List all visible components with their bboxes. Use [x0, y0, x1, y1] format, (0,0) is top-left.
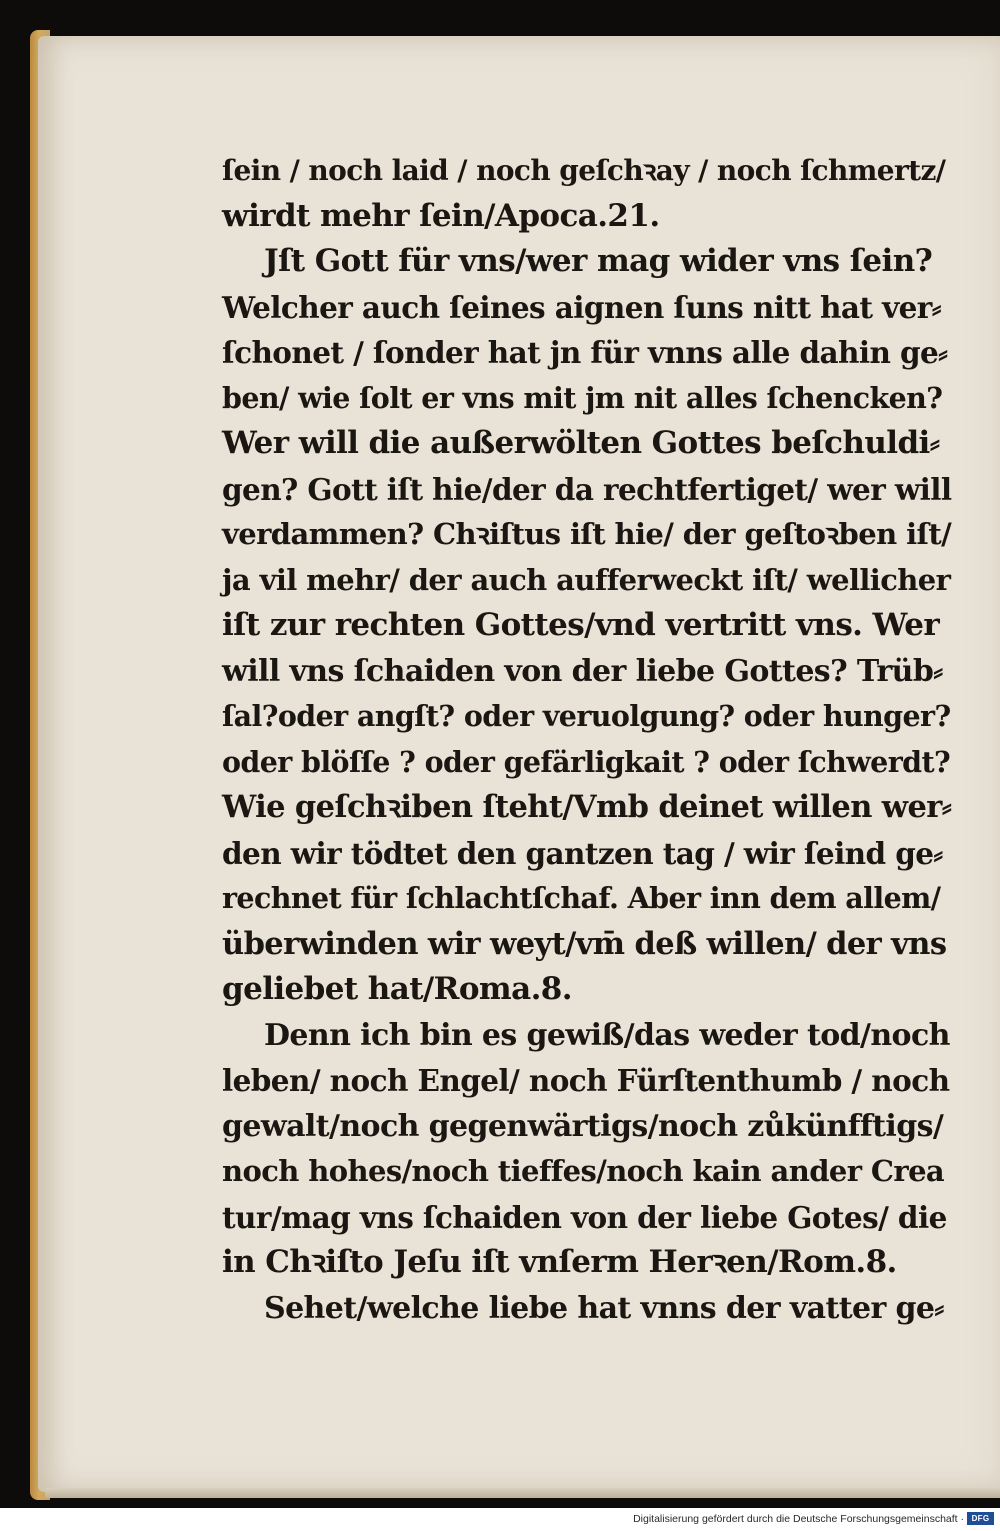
text-line: tur/mag vns ſchaiden von der liebe Gotes/ die: [222, 1199, 947, 1235]
page-bottom-edge: [45, 1488, 1000, 1498]
text-line: leben/ noch Engel/ noch Fürſtenthumb / noch: [222, 1063, 950, 1098]
text-line: iſt zur rechten Gottes/vnd vertritt vns. Wer: [222, 607, 940, 643]
dfg-logo: DFG: [967, 1512, 994, 1525]
text-line: noch hohes/noch tieffes/noch kain ander Crea: [222, 1154, 945, 1188]
text-line: geliebet hat/Roma.8.: [222, 971, 572, 1007]
footer-bar: [0, 1508, 1000, 1531]
page-text-block: [222, 148, 952, 1331]
text-line: ben/ wie ſolt er vns mit jm nit alles ſchencken?: [222, 380, 943, 415]
text-line: gen? Gott iſt hie/der da rechtfertiget/ wer will: [222, 471, 952, 507]
text-line: will vns ſchaiden von der liebe Gottes? Trüb⸗: [222, 653, 943, 689]
text-line: wirdt mehr ſein/Apoca.21.: [222, 197, 660, 234]
text-line: Jſt Gott für vns/wer mag wider vns ſein?: [264, 243, 933, 279]
text-line: den wir tödtet den gantzen tag / wir ſeind ge⸗: [222, 835, 943, 871]
text-line: ja vil mehr/ der auch aufferweckt iſt/ wellicher: [222, 562, 951, 597]
text-line: in Chꝛiſto Jeſu iſt vnſerm Herꝛen/Rom.8.: [222, 1244, 897, 1280]
text-line: ſein / noch laid / noch geſchꝛay / noch ſchmertz/: [222, 154, 946, 187]
text-line: oder blöſſe ? oder gefärligkait ? oder ſchwerdt?: [222, 744, 951, 779]
text-line: Wer will die außerwölten Gottes beſchuldi⸗: [222, 425, 940, 461]
text-line: rechnet für ſchlachtſchaf. Aber inn dem allem/: [222, 881, 941, 915]
text-line: Sehet/welche liebe hat vnns der vatter ge⸗: [264, 1290, 944, 1326]
text-line: ſal?oder angſt? oder veruolgung? oder hunger?: [222, 699, 951, 733]
footer-credit-text: Digitalisierung gefördert durch die Deutsche Forschungsgemeinschaft ·: [633, 1513, 964, 1525]
text-line: verdammen? Chꝛiſtus iſt hie/ der geſtoꝛben iſt/: [222, 517, 952, 551]
text-line: gewalt/noch gegenwärtigs/noch zůkünfftigs/: [222, 1108, 944, 1144]
text-line: überwinden wir weyt/vm̄ deß willen/ der vns: [222, 925, 947, 962]
text-line: Welcher auch ſeines aignen ſuns nitt hat ver⸗: [222, 289, 941, 325]
text-line: ſchonet / ſonder hat jn für vnns alle dahin ge⸗: [222, 335, 948, 370]
text-line: Denn ich bin es gewiß/das weder tod/noch: [264, 1017, 950, 1053]
text-line: Wie geſchꝛiben ſteht/Vmb deinet willen wer⸗: [222, 789, 952, 825]
